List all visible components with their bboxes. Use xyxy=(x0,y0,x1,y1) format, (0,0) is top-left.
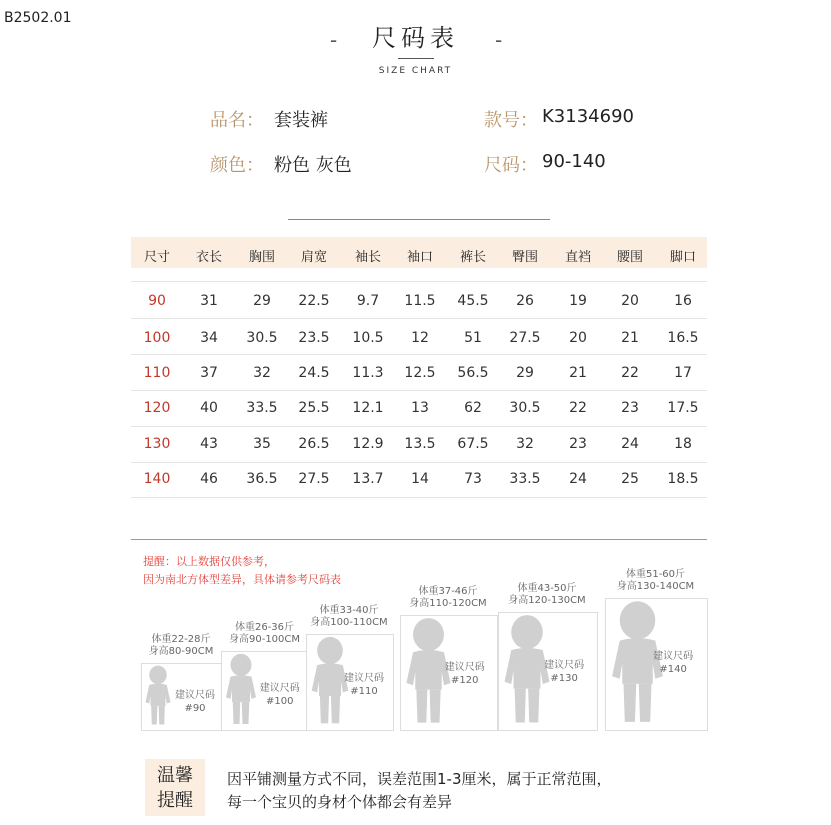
table-row-line xyxy=(131,462,707,463)
table-cell: 73 xyxy=(464,471,482,487)
title-underline xyxy=(398,58,434,59)
table-cell: 24 xyxy=(621,436,639,452)
table-cell: 31 xyxy=(200,293,218,309)
height-range: 身高90-100CM xyxy=(228,634,301,645)
table-cell: 33.5 xyxy=(509,471,541,487)
table-cell: 27.5 xyxy=(509,330,541,346)
size-label: 尺码： xyxy=(484,155,538,176)
table-cell: 16 xyxy=(674,293,692,309)
table-cell: 29 xyxy=(253,293,271,309)
note-line-2: 因为南北方体型差异，具体请参考尺码表 xyxy=(143,573,341,586)
recommend-label: 建议尺码 xyxy=(544,659,585,671)
table-row-line xyxy=(131,354,707,355)
table-cell: 18.5 xyxy=(667,471,699,487)
table-header-cell: 臀围 xyxy=(511,250,538,265)
table-cell: 17 xyxy=(674,365,692,381)
figure-metrics xyxy=(394,586,502,610)
tip-text-1: 因平铺测量方式不同，误差范围1-3厘米，属于正常范围， xyxy=(227,770,612,788)
page-subtitle: SIZE CHART xyxy=(378,66,453,76)
page-title: 尺码表 xyxy=(372,24,459,52)
figure-metrics xyxy=(300,605,398,629)
table-size-cell: 140 xyxy=(143,471,171,487)
table-cell: 12.9 xyxy=(352,436,384,452)
color-value: 粉色 灰色 xyxy=(274,155,352,176)
table-header-cell: 胸围 xyxy=(248,250,275,265)
table-cell: 30.5 xyxy=(509,400,541,416)
table-cell: 43 xyxy=(200,436,218,452)
table-header-cell: 脚口 xyxy=(669,250,696,265)
figure-metrics xyxy=(599,569,712,593)
tip-text-2: 每一个宝贝的身材个体都会有差异 xyxy=(227,793,453,811)
table-cell: 14 xyxy=(411,471,429,487)
table-cell: 13.7 xyxy=(352,471,384,487)
table-cell: 25.5 xyxy=(298,400,330,416)
table-cell: 13 xyxy=(411,400,429,416)
weight-range: 体重33-40斤 xyxy=(319,605,379,616)
table-cell: 12 xyxy=(411,330,429,346)
color-label: 颜色： xyxy=(210,155,264,176)
figure-recommendation xyxy=(532,659,596,685)
table-cell: 33.5 xyxy=(246,400,278,416)
table-cell: 37 xyxy=(200,365,218,381)
table-cell: 19 xyxy=(569,293,587,309)
table-row-line xyxy=(131,497,707,498)
recommend-size: #130 xyxy=(550,672,578,684)
table-cell: 35 xyxy=(253,436,271,452)
height-range: 身高100-110CM xyxy=(310,617,388,628)
tip-title-2: 提醒 xyxy=(157,790,193,811)
figure-recommendation xyxy=(336,672,392,698)
weight-range: 体重43-50斤 xyxy=(517,583,577,594)
table-cell: 10.5 xyxy=(352,330,384,346)
table-header-cell: 裤长 xyxy=(459,250,486,265)
recommend-size: #100 xyxy=(265,696,294,708)
table-cell: 56.5 xyxy=(457,365,489,381)
weight-range: 体重37-46斤 xyxy=(418,586,478,597)
table-cell: 32 xyxy=(253,365,271,381)
table-cell: 21 xyxy=(569,365,587,381)
table-cell: 30.5 xyxy=(246,330,278,346)
table-cell: 20 xyxy=(569,330,587,346)
table-cell: 26.5 xyxy=(298,436,330,452)
figure-recommendation xyxy=(251,682,308,708)
recommend-size: #120 xyxy=(451,674,479,686)
table-cell: 18 xyxy=(674,436,692,452)
height-range: 身高120-130CM xyxy=(508,595,586,606)
recommend-size: #140 xyxy=(659,664,687,676)
table-cell: 22 xyxy=(569,400,587,416)
weight-range: 体重26-36斤 xyxy=(234,622,295,633)
table-header-cell: 袖长 xyxy=(354,250,381,265)
table-cell: 46 xyxy=(200,471,218,487)
table-cell: 22.5 xyxy=(298,293,330,309)
title-dash-right: - xyxy=(495,28,503,52)
table-cell: 67.5 xyxy=(457,436,489,452)
table-cell: 51 xyxy=(464,330,482,346)
table-cell: 16.5 xyxy=(667,330,699,346)
table-cell: 34 xyxy=(200,330,218,346)
recommend-size: #110 xyxy=(350,686,378,697)
style-label: 款号： xyxy=(484,110,538,131)
figure-metrics xyxy=(492,583,602,607)
table-cell: 29 xyxy=(516,365,534,381)
table-cell: 25 xyxy=(621,471,639,487)
height-range: 身高130-140CM xyxy=(616,581,695,592)
table-size-cell: 110 xyxy=(143,365,171,381)
weight-range: 体重51-60斤 xyxy=(625,569,686,580)
table-cell: 27.5 xyxy=(298,471,330,487)
table-cell: 20 xyxy=(621,293,639,309)
title-dash-left: - xyxy=(330,28,338,52)
table-cell: 17.5 xyxy=(667,400,699,416)
table-cell: 23 xyxy=(621,400,639,416)
table-cell: 22 xyxy=(621,365,639,381)
table-cell: 45.5 xyxy=(457,293,489,309)
table-cell: 11.3 xyxy=(352,365,384,381)
table-cell: 40 xyxy=(200,400,218,416)
table-cell: 36.5 xyxy=(246,471,278,487)
note-line-1: 提醒：以上数据仅供参考， xyxy=(143,555,275,568)
table-size-cell: 100 xyxy=(143,330,171,346)
table-cell: 24.5 xyxy=(298,365,330,381)
table-cell: 23 xyxy=(569,436,587,452)
recommend-label: 建议尺码 xyxy=(175,690,215,702)
table-cell: 32 xyxy=(516,436,534,452)
table-row-line xyxy=(131,318,707,319)
figure-recommendation xyxy=(434,661,496,687)
table-cell: 12.5 xyxy=(404,365,436,381)
table-header-cell: 尺寸 xyxy=(143,250,170,265)
tip-title-1: 温馨 xyxy=(157,765,193,786)
figure-metrics xyxy=(135,634,227,658)
table-row-line xyxy=(131,390,707,391)
table-size-cell: 90 xyxy=(148,293,166,309)
table-header-cell: 肩宽 xyxy=(300,250,327,265)
table-cell: 21 xyxy=(621,330,639,346)
name-value: 套装裤 xyxy=(274,110,328,131)
table-cell: 26 xyxy=(516,293,534,309)
recommend-size: #90 xyxy=(184,703,206,715)
table-row-line xyxy=(131,281,707,282)
product-code: B2502.01 xyxy=(4,10,72,26)
table-size-cell: 130 xyxy=(143,436,171,452)
figure-recommendation xyxy=(169,689,221,715)
style-value: K3134690 xyxy=(542,106,634,127)
table-cell: 62 xyxy=(464,400,482,416)
height-range: 身高80-90CM xyxy=(148,646,214,657)
table-header-cell: 衣长 xyxy=(195,250,222,265)
table-header-cell: 腰围 xyxy=(616,250,643,265)
table-cell: 9.7 xyxy=(356,293,380,309)
section-divider xyxy=(288,219,550,220)
table-cell: 23.5 xyxy=(298,330,330,346)
weight-range: 体重22-28斤 xyxy=(151,634,211,645)
table-header-cell: 袖口 xyxy=(406,250,433,265)
name-label: 品名： xyxy=(210,110,264,131)
recommend-label: 建议尺码 xyxy=(259,683,300,695)
table-cell: 13.5 xyxy=(404,436,436,452)
table-row-line xyxy=(131,426,707,427)
figure-recommendation xyxy=(640,650,706,676)
table-cell: 12.1 xyxy=(352,400,384,416)
height-range: 身高110-120CM xyxy=(409,598,487,609)
table-header-cell: 直裆 xyxy=(564,250,591,265)
recommend-label: 建议尺码 xyxy=(653,651,694,663)
size-value: 90-140 xyxy=(542,151,606,172)
recommend-label: 建议尺码 xyxy=(444,661,485,673)
table-cell: 24 xyxy=(569,471,587,487)
table-size-cell: 120 xyxy=(143,400,171,416)
table-divider xyxy=(131,539,707,540)
recommend-label: 建议尺码 xyxy=(344,673,385,684)
table-cell: 11.5 xyxy=(404,293,436,309)
